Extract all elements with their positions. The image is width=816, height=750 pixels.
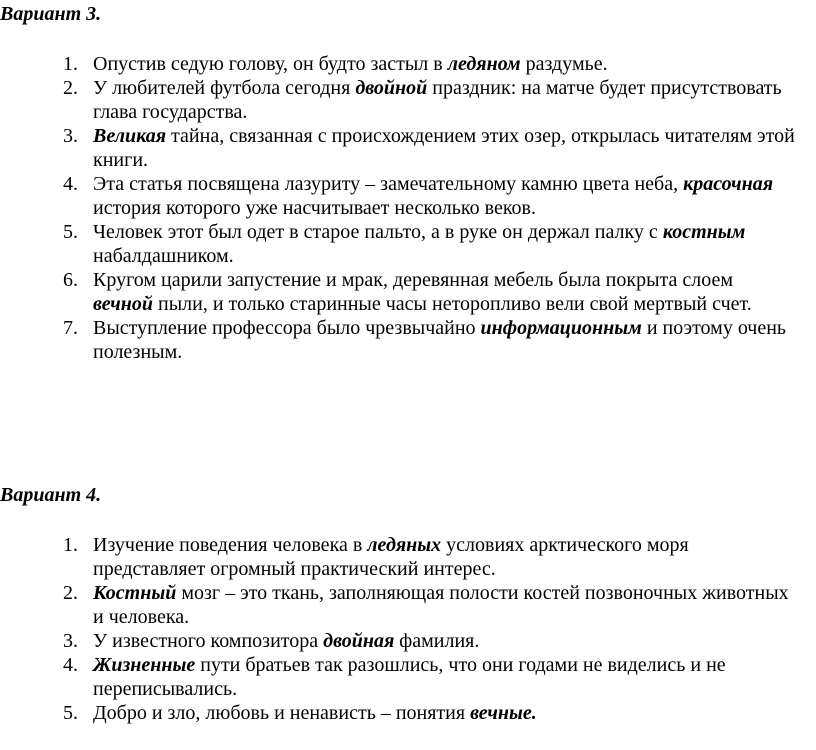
item-text-after: пути братьев так разошлись, что они годами не виделись и не переписывались.	[93, 654, 726, 700]
item-number: 2.	[63, 77, 78, 99]
highlighted-word: вечной	[93, 293, 154, 315]
item-text-before: Человек этот был одет в старое пальто, а в руке он держал палку с	[93, 221, 663, 243]
item-text-after: пыли, и только старинные часы неторопливо вели свой мертвый счет.	[153, 293, 752, 315]
item-text-before: Эта статья посвящена лазуриту – замечательному камню цвета неба,	[93, 173, 684, 195]
variant-3-list	[0, 52, 816, 364]
item-text-before: У известного композитора	[93, 630, 324, 652]
highlighted-word: костным	[662, 221, 746, 243]
variant-3-title: Вариант 3.	[0, 3, 102, 25]
highlighted-word: информационным	[480, 317, 642, 339]
list-item	[0, 629, 816, 653]
item-text-before: Добро и зло, любовь и ненависть – понятия	[93, 702, 471, 724]
item-text-after: мозг – это ткань, заполняющая полости костей позвоночных животных и человека.	[93, 582, 789, 628]
highlighted-word: Костный	[93, 582, 177, 604]
highlighted-word: Великая	[93, 125, 167, 147]
highlighted-word: Жизненные	[93, 654, 196, 676]
item-text-before: Изучение поведения человека в	[93, 534, 368, 556]
list-item	[0, 533, 816, 581]
variant-4-title: Вариант 4.	[0, 484, 102, 506]
item-text-before: Опустив седую голову, он будто застыл в	[93, 53, 448, 75]
item-text-after: праздник: на матче будет присутствовать глава государства.	[93, 77, 782, 123]
item-number: 3.	[63, 630, 78, 652]
list-item	[0, 124, 816, 172]
list-item	[0, 581, 816, 629]
item-number: 5.	[63, 221, 78, 243]
list-item	[0, 268, 816, 316]
item-text-after: набалдашником.	[93, 245, 234, 267]
item-number: 7.	[63, 317, 78, 339]
item-number: 2.	[63, 582, 78, 604]
list-item	[0, 52, 816, 76]
highlighted-word: ледяных	[367, 534, 442, 556]
list-item	[0, 701, 816, 725]
item-text-after: условиях арктического моря представляет огромный практический интерес.	[93, 534, 689, 580]
item-number: 4.	[63, 173, 78, 195]
item-text-after: история которого уже насчитывает несколько веков.	[93, 197, 536, 219]
item-text-after: тайна, связанная с происхождением этих озер, открылась читателям этой книги.	[93, 125, 795, 171]
item-text-before: У любителей футбола сегодня	[93, 77, 356, 99]
list-item	[0, 172, 816, 220]
highlighted-word: вечные.	[470, 702, 537, 724]
list-item	[0, 316, 816, 364]
highlighted-word: двойной	[355, 77, 428, 99]
item-text-before: Кругом царили запустение и мрак, деревянная мебель была покрыта слоем	[93, 269, 734, 291]
item-number: 3.	[63, 125, 78, 147]
item-number: 1.	[63, 53, 78, 75]
item-number: 5.	[63, 702, 78, 724]
item-text-after: и поэтому очень полезным.	[93, 317, 787, 363]
item-text-after: раздумье.	[520, 53, 608, 75]
item-number: 1.	[63, 534, 78, 556]
highlighted-word: красочная	[683, 173, 774, 195]
item-number: 4.	[63, 654, 78, 676]
list-item	[0, 220, 816, 268]
list-item	[0, 653, 816, 701]
list-item	[0, 76, 816, 124]
item-text-before: Выступление профессора было чрезвычайно	[93, 317, 481, 339]
variant-4-list	[0, 533, 816, 725]
item-number: 6.	[63, 269, 78, 291]
highlighted-word: двойная	[323, 630, 395, 652]
highlighted-word: ледяном	[447, 53, 521, 75]
item-text-after: фамилия.	[394, 630, 480, 652]
